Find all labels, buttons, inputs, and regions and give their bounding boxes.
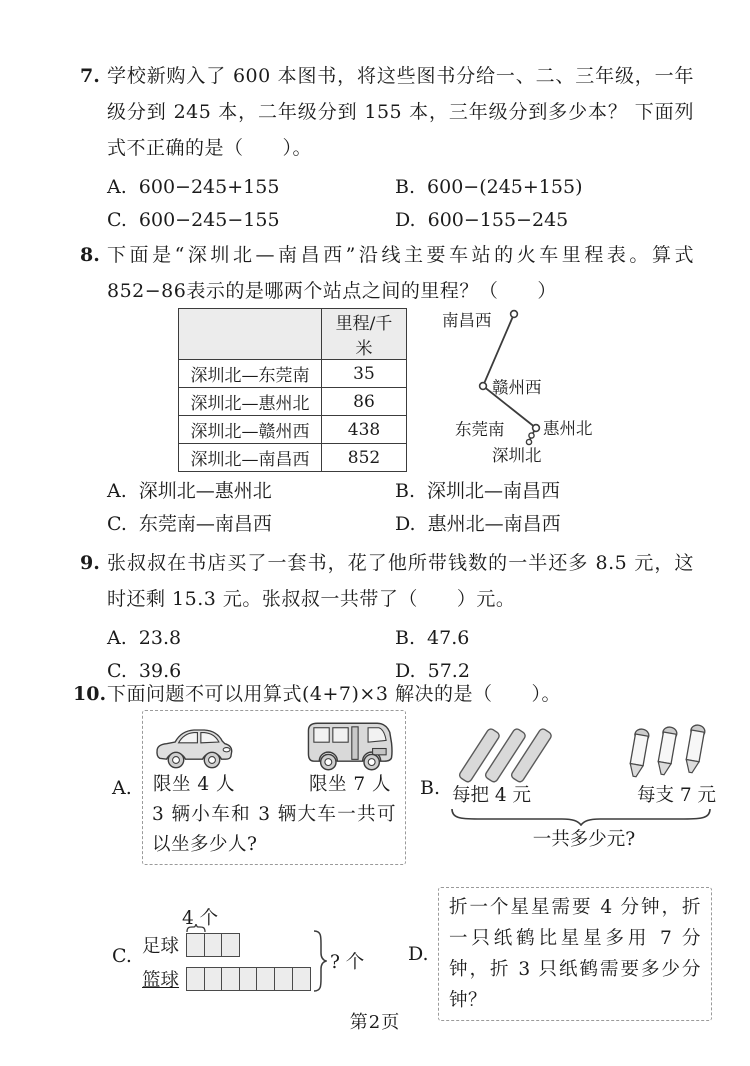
table-row: 深圳北—惠州北 86 (179, 388, 407, 416)
option-a-question: 3 辆小车和 3 辆大车一共可以坐多少人? (152, 804, 396, 855)
table-row: 深圳北—赣州西 438 (179, 416, 407, 444)
option-a: A. 23.8 (107, 627, 182, 649)
question-9-number: 9. (80, 552, 100, 574)
question-9-text: 张叔叔在书店买了一套书，花了他所带钱数的一半还多 8.5 元，这时还剩 15.3 元。张叔叔一共带了（ ）元。 (107, 552, 694, 610)
unit-square (204, 967, 223, 991)
unit-square (221, 933, 240, 957)
pens-icon (626, 722, 712, 784)
underbrace-icon (450, 808, 712, 826)
page-number: 第2页 (349, 1012, 401, 1033)
option-c: C. 39.6 (107, 660, 182, 682)
unit-square (186, 933, 205, 957)
option-a: A. 限坐 4 人 限坐 7 人 3 辆小车和 3 辆大车一共可以坐多少人? (112, 710, 406, 865)
question-8-options (107, 475, 667, 541)
option-b: B. 600−(245+155) (395, 176, 583, 198)
option-d: D. 折一个星星需要 4 分钟，折一只纸鹤比星星多用 7 分钟，折 3 只纸鹤需要多少分钟？ (408, 887, 712, 1021)
option-b: B. 深圳北—南昌西 (395, 480, 561, 502)
question-9 (80, 545, 694, 688)
unit-square (274, 967, 293, 991)
station-label: 赣州西 (492, 378, 542, 397)
basketball-row (142, 966, 311, 992)
table-header-distance: 里程/千米 (322, 309, 407, 360)
railway-route-map (430, 298, 680, 470)
unit-square (186, 967, 205, 991)
total-brace-label: ? 个 (330, 952, 365, 973)
station-label: 东莞南 (455, 420, 505, 439)
question-7-text: 学校新购入了 600 本图书，将这些图书分给一、二、三年级，一年级分到 245 本，二年级分到 155 本，三年级分到多少本？ 下面列式不正确的是（ ）。 (107, 65, 694, 159)
question-8-number: 8. (80, 244, 100, 266)
van-caption: 限坐 7 人 (308, 774, 392, 795)
soccer-row (142, 932, 240, 958)
station-label: 深圳北 (492, 446, 542, 465)
mileage-table (178, 308, 407, 472)
basketball-bar (186, 967, 311, 991)
bar-diagram (142, 908, 392, 1004)
question-7-number: 7. (80, 65, 100, 87)
option-d: D. 57.2 (395, 660, 470, 682)
option-d-box (438, 887, 712, 1021)
basketball-label: 篮球 (142, 970, 180, 991)
question-10-text: 下面问题不可以用算式(4+7)×3 解决的是（ ）。 (107, 683, 561, 705)
option-c: C. 4 个 足球 篮球 ? 个 (112, 891, 398, 1021)
unit-square (221, 967, 240, 991)
soccer-label: 足球 (142, 936, 180, 957)
unit-square (256, 967, 275, 991)
option-a-box (142, 710, 406, 865)
option-c: C. 东莞南—南昌西 (107, 513, 272, 535)
question-10-figure-options (112, 710, 716, 1021)
overbrace-icon (186, 924, 206, 932)
pens-caption: 每支 7 元 (636, 785, 716, 806)
option-b: B. 47.6 (395, 627, 470, 649)
sticks-caption: 每把 4 元 (452, 785, 532, 806)
station-label: 惠州北 (543, 419, 593, 438)
option-b: B. 每把 4 元 每支 7 元 一共多少元? (420, 710, 718, 865)
option-d: D. 惠州北—南昌西 (395, 513, 561, 535)
option-b-question: 一共多少元? (532, 829, 636, 850)
car-caption: 限坐 4 人 (152, 774, 236, 795)
table-row: 深圳北—东莞南 35 (179, 360, 407, 388)
unit-square (204, 933, 223, 957)
question-10 (73, 676, 694, 712)
option-a: A. 深圳北—惠州北 (107, 480, 272, 502)
station-label: 南昌西 (442, 311, 492, 330)
option-a: A. 600−245+155 (107, 176, 280, 198)
unit-square (292, 967, 311, 991)
question-10-number: 10. (73, 683, 107, 705)
question-7 (80, 58, 694, 237)
unit-square (239, 967, 258, 991)
option-d: D. 600−155−245 (395, 209, 569, 231)
right-brace-icon (312, 930, 327, 992)
ruler-sticks-icon (456, 722, 552, 784)
table-row: 深圳北—南昌西 852 (179, 444, 407, 472)
unit-brace-label: 4 个 (182, 908, 219, 929)
question-7-options (107, 171, 694, 237)
question-8-text: 下面是“深圳北—南昌西”沿线主要车站的火车里程表。算式 852−86表示的是哪两个站点之间的里程？（ ） (107, 244, 694, 302)
soccer-bar (186, 933, 240, 957)
route-map-icon (430, 298, 680, 470)
option-c: C. 600−245−155 (107, 209, 280, 231)
option-d-text: 折一个星星需要 4 分钟，折一只纸鹤比星星多用 7 分钟，折 3 只纸鹤需要多少分钟？ (449, 897, 701, 1011)
table-header-route (179, 309, 322, 360)
car-icon (152, 724, 236, 772)
van-icon (304, 716, 396, 772)
